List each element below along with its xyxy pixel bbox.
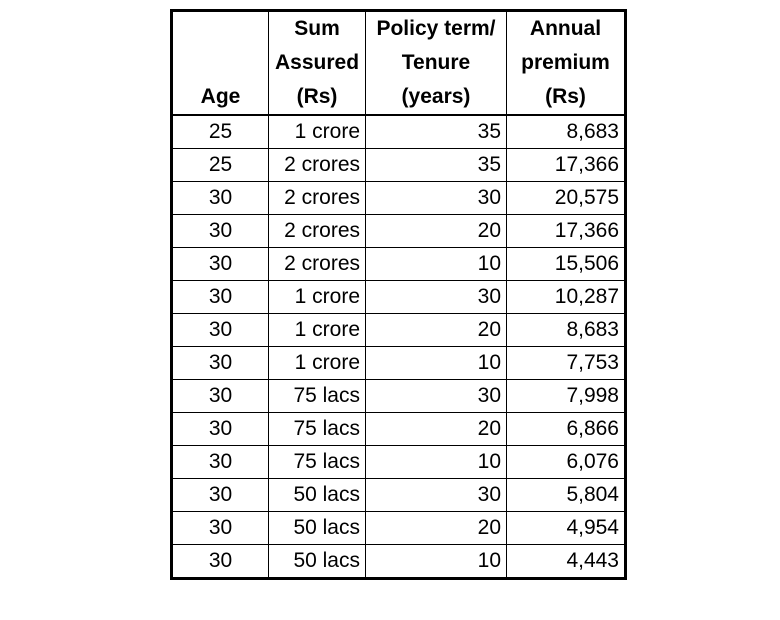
- table-row: [172, 182, 626, 215]
- cell-age: 25: [172, 149, 269, 182]
- cell-age: 30: [172, 347, 269, 380]
- table-row: [172, 512, 626, 545]
- cell-sum-assured: 75 lacs: [269, 413, 366, 446]
- cell-policy-term: 10: [366, 248, 507, 281]
- header-premium-line-3: (Rs): [545, 85, 586, 108]
- cell-age: 25: [172, 115, 269, 149]
- cell-age: 30: [172, 380, 269, 413]
- cell-policy-term: 20: [366, 314, 507, 347]
- header-age-line: Age: [200, 85, 241, 108]
- table-row: [172, 479, 626, 512]
- cell-age: 30: [172, 545, 269, 579]
- cell-sum-assured: 2 crores: [269, 215, 366, 248]
- cell-annual-premium: 17,366: [507, 149, 626, 182]
- header-premium-line-2: premium: [521, 51, 610, 74]
- cell-policy-term: 20: [366, 215, 507, 248]
- cell-policy-term: 30: [366, 182, 507, 215]
- cell-annual-premium: 7,753: [507, 347, 626, 380]
- table-row: [172, 413, 626, 446]
- cell-annual-premium: 8,683: [507, 115, 626, 149]
- cell-annual-premium: 7,998: [507, 380, 626, 413]
- table-row: [172, 248, 626, 281]
- header-sum-line-3: (Rs): [296, 85, 338, 108]
- table-row: [172, 149, 626, 182]
- cell-sum-assured: 1 crore: [269, 347, 366, 380]
- table-row: [172, 115, 626, 149]
- cell-sum-assured: 75 lacs: [269, 380, 366, 413]
- cell-annual-premium: 17,366: [507, 215, 626, 248]
- cell-policy-term: 10: [366, 446, 507, 479]
- cell-age: 30: [172, 248, 269, 281]
- header-sum-line-1: Sum: [294, 17, 340, 40]
- table-row: [172, 545, 626, 579]
- cell-annual-premium: 6,076: [507, 446, 626, 479]
- cell-age: 30: [172, 182, 269, 215]
- cell-policy-term: 35: [366, 115, 507, 149]
- cell-sum-assured: 50 lacs: [269, 512, 366, 545]
- header-row: [172, 11, 626, 116]
- cell-sum-assured: 50 lacs: [269, 545, 366, 579]
- cell-sum-assured: 50 lacs: [269, 479, 366, 512]
- header-annual-premium: [507, 11, 626, 116]
- cell-sum-assured: 2 crores: [269, 149, 366, 182]
- cell-age: 30: [172, 446, 269, 479]
- table-row: [172, 446, 626, 479]
- cell-policy-term: 30: [366, 479, 507, 512]
- table-row: [172, 347, 626, 380]
- cell-annual-premium: 20,575: [507, 182, 626, 215]
- cell-sum-assured: 1 crore: [269, 314, 366, 347]
- cell-annual-premium: 8,683: [507, 314, 626, 347]
- cell-annual-premium: 4,443: [507, 545, 626, 579]
- header-sum-line-2: Assured: [274, 51, 360, 74]
- cell-policy-term: 10: [366, 545, 507, 579]
- header-term-line-2: Tenure: [401, 51, 471, 74]
- cell-annual-premium: 10,287: [507, 281, 626, 314]
- cell-sum-assured: 1 crore: [269, 281, 366, 314]
- table-row: [172, 380, 626, 413]
- cell-policy-term: 30: [366, 380, 507, 413]
- header-sum-assured: [269, 11, 366, 116]
- cell-policy-term: 20: [366, 413, 507, 446]
- cell-annual-premium: 5,804: [507, 479, 626, 512]
- cell-sum-assured: 2 crores: [269, 248, 366, 281]
- header-term-line-1: Policy term/: [376, 17, 496, 40]
- cell-age: 30: [172, 512, 269, 545]
- table-row: [172, 281, 626, 314]
- header-policy-term: [366, 11, 507, 116]
- cell-policy-term: 35: [366, 149, 507, 182]
- header-age: [172, 11, 269, 116]
- cell-age: 30: [172, 215, 269, 248]
- cell-sum-assured: 2 crores: [269, 182, 366, 215]
- cell-age: 30: [172, 281, 269, 314]
- cell-policy-term: 10: [366, 347, 507, 380]
- cell-policy-term: 20: [366, 512, 507, 545]
- cell-annual-premium: 6,866: [507, 413, 626, 446]
- cell-age: 30: [172, 479, 269, 512]
- cell-sum-assured: 1 crore: [269, 115, 366, 149]
- cell-annual-premium: 4,954: [507, 512, 626, 545]
- cell-age: 30: [172, 314, 269, 347]
- cell-policy-term: 30: [366, 281, 507, 314]
- header-term-line-3: (years): [401, 85, 471, 108]
- premium-table: [170, 9, 627, 580]
- table-row: [172, 215, 626, 248]
- cell-annual-premium: 15,506: [507, 248, 626, 281]
- table-row: [172, 314, 626, 347]
- header-premium-line-1: Annual: [529, 17, 602, 40]
- cell-sum-assured: 75 lacs: [269, 446, 366, 479]
- cell-age: 30: [172, 413, 269, 446]
